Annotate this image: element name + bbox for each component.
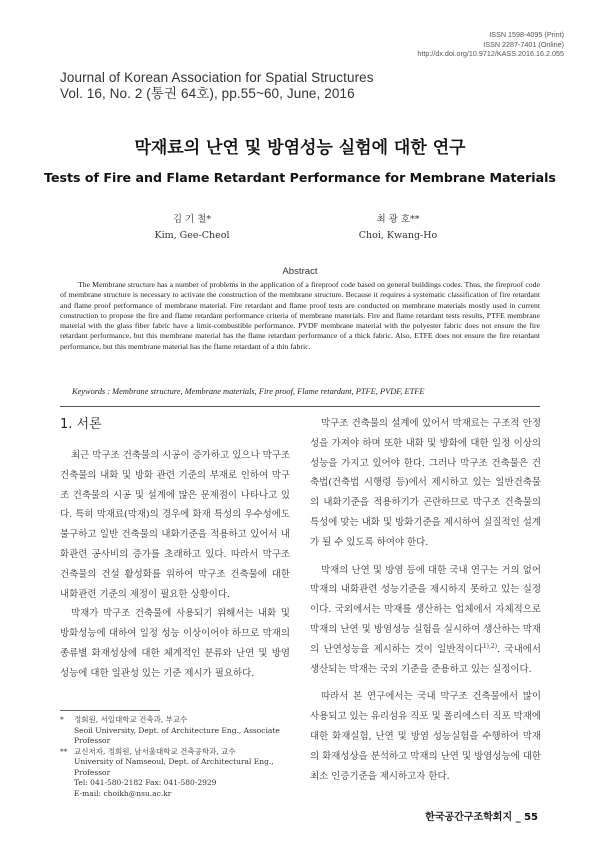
journal-name: Journal of Korean Association for Spatial Structures <box>60 70 374 85</box>
issn-block <box>417 30 564 59</box>
paragraph: 막구조 건축물의 설계에 있어서 막재료는 구조적 안정성을 가져야 하며 또한 내화 및 방화에 대한 일정 이상의 성능을 가지고 있어야 한다. 그러나 막구조 건축물은 건축법(건축법 시행령 등)에서 제시하고 있는 일반건축물의 내화기준을 적용하기가 곤란하므로 막구조 건축물의 특성에 맞는 내화 및 방화기준을 제시하여 실질적인 설계가 될 수 있도록 하여야 한다. <box>310 418 541 548</box>
divider <box>60 406 540 407</box>
keywords <box>72 387 542 396</box>
footnote-1: * 정회원, 서일대학교 건축과, 부교수 Seoil University, Dept. of Architecture Eng., Associate Professor <box>60 715 280 745</box>
issn-print: ISSN 1598-4095 (Print) <box>489 30 564 39</box>
section-heading: 1. 서론 <box>60 417 102 432</box>
paper-title-english: Tests of Fire and Flame Retardant Performance for Membrane Materials <box>44 170 556 185</box>
footnotes <box>60 715 300 799</box>
author-2 <box>318 212 478 244</box>
paragraph: 최근 막구조 건축물의 시공이 증가하고 있으나 막구조 건축물의 내화 및 방화 관련 기준의 부재로 인하여 막구조 건축물의 시공 및 설계에 많은 문제점이 나타나고 있다. 특히 막재료(막재)의 경우에 화재 특성의 우수성에도 불구하고 일반 건축물의 내화기준을 적용하고 있어서 내화관련 공사비의 증가를 초래하고 있다. 따라서 막구조 건축물의 건설 활성화를 위하여 막구조 건축물에 대한 내화관련 기준의 제정이 필요한 상황이다. <box>60 450 290 600</box>
body-column-right <box>310 414 541 786</box>
keywords-label: Keywords : <box>72 387 111 396</box>
paragraph: 막재의 난연 및 방염 등에 대한 국내 연구는 거의 없어 막재의 내화관련 성능기준을 제시하지 못하고 있는 실정이다. 국외에서는 막재를 생산하는 업체에서 자체적으로 막재의 난연 및 방염성능 실험을 실시하여 생산하는 막재의 난연성능을 제시하는 것이 일반적이다$^{1),2)}$. 국내에서 생산되는 막재는 국외 기준을 준용하고 있는 실정이다. <box>310 564 542 675</box>
doi-link[interactable]: http://dx.doi.org/10.9712/KASS.2016.16.2.055 <box>417 49 564 59</box>
journal-header <box>60 70 374 102</box>
author-1-korean: 김 기 철* <box>172 214 212 225</box>
body-column-left <box>60 446 290 684</box>
abstract-text: The Membrane structure has a number of problems in the application of a fireproof code based on general buildings codes. Thus, the fireproof code of membrane structure is necessary to activate the construction of the membrane structure. Because it requires a systematic classification of fire retardant and flame proof performance of membrane material. Fire retardant and flame proof tests are conducted on membrane materials mostly used in current construction to propose the fire and flame retardant performance criteria of membrane materials. Fire and flame retardant tests results, PTFE membrane material with the glass fiber fabric have a limit-combustible performance. PVDF membrane material with the polyester fabric does not ensure the fire retardant performance, but this membrane material has the flame retardant performance of a thick fabric. Also, ETFE does not ensure the fire retardant performance, but this membrane material has the flame retardant of a thin fabric. <box>60 280 540 351</box>
paper-title-korean: 막재료의 난연 및 방염성능 실험에 대한 연구 <box>134 138 466 158</box>
footnote-divider <box>60 710 160 711</box>
paragraph: 막재가 막구조 건축물에 사용되기 위해서는 내화 및 방화성능에 대하여 일정 성능 이상이어야 하므로 막재의 종류별 화재성상에 대한 체계적인 분류와 난연 및 방염성능에 대한 일관성 있는 기준 제시가 필요하다. <box>60 608 290 679</box>
journal-issue: Vol. 16, No. 2 (통권 64호), pp.55~60, June, 2016 <box>60 86 355 101</box>
issn-online: ISSN 2287-7401 (Online) <box>483 39 564 49</box>
author-2-korean: 최 광 호** <box>376 214 420 225</box>
paragraph: 따라서 본 연구에서는 국내 막구조 건축물에서 많이 사용되고 있는 유리섬유 직포 및 폴리에스터 직포 막재에 대한 화재실험, 난연 및 방염 성능실험을 수행하여 막재의 화재성상을 분석하고 막재의 난연 및 방염성능에 대한 최소 인증기준을 제시하고자 한다. <box>310 691 541 782</box>
keywords-text: Membrane structure, Membrane materials, Fire proof, Flame retardant, PTFE, PVDF, ETFE <box>112 387 425 396</box>
email-link[interactable]: E-mail: choikh@nsu.ac.kr <box>74 788 172 798</box>
abstract-heading: Abstract <box>282 266 318 277</box>
author-2-english: Choi, Kwang-Ho <box>358 230 438 241</box>
footnote-2: ** 교신저자, 정회원, 남서울대학교 건축공학과, 교수 University of Namseoul, Dept. of Architectural Eng., Professor Tel: 041-580-2182 Fax: 041-580-2929 E-mail: choikh@nsu.ac.kr <box>60 747 300 800</box>
author-1 <box>112 212 272 244</box>
citation-ref[interactable]: 1),2) <box>482 642 498 650</box>
page-footer: 한국공간구조학회지 _ 55 <box>425 812 538 823</box>
author-1-english: Kim, Gee-Cheol <box>154 230 230 241</box>
